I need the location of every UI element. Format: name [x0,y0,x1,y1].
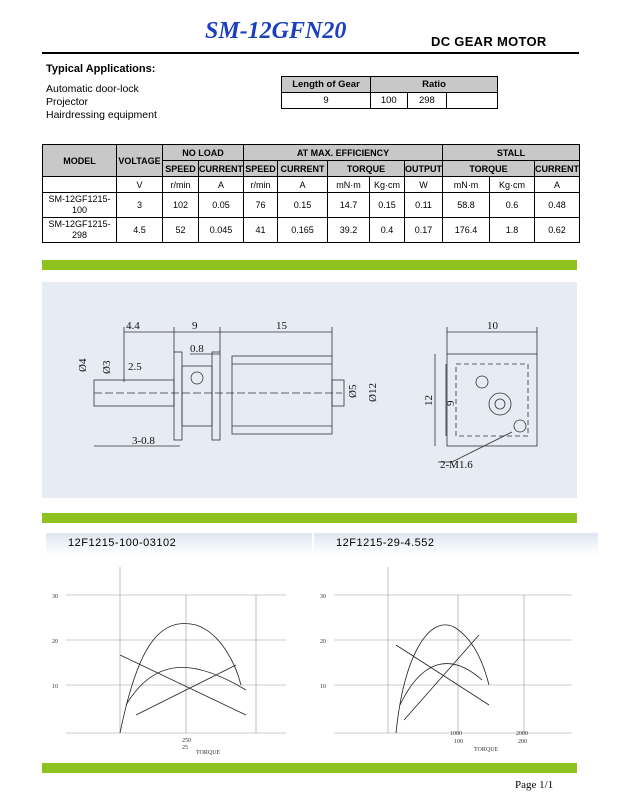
dim-label: 12 [423,395,435,406]
unit-cell: mN·m [328,177,370,193]
table-cell: 0.05 [199,193,244,218]
table-cell: 0.62 [535,218,580,243]
y-tick: 10 [320,684,326,690]
unit-cell: Kg·cm [490,177,535,193]
graph-label: 12F1215-29-4.552 [314,533,598,555]
table-cell: 0.15 [278,193,328,218]
x-axis-title: TORQUE [474,747,499,753]
x-tick: 25 [182,745,188,751]
y-tick: 30 [52,594,58,600]
gear-plate [174,352,182,440]
table-cell: 58.8 [443,193,490,218]
gear-circle [191,372,203,384]
unit-cell: r/min [244,177,278,193]
group-stall: STALL [443,145,580,161]
dim-label: 15 [276,320,287,332]
green-divider [42,763,577,773]
x-tick: 2000 [516,731,528,737]
x-tick: 100 [454,739,463,745]
table-cell: 39.2 [328,218,370,243]
gear-table [281,76,498,109]
model-cell: SM-12GF1215-100 [43,193,117,218]
dim-label: 0.8 [190,343,204,355]
table-cell: 0.15 [370,193,405,218]
table-cell: 176.4 [443,218,490,243]
application-item: Hairdressing equipment [46,109,157,121]
end-view-outline [447,354,537,446]
table-cell: 0.4 [370,218,405,243]
group-no-load: NO LOAD [163,145,244,161]
gear-ratio-value: 298 [407,93,447,109]
table-cell: 14.7 [328,193,370,218]
col-nl-current: CURRENT [199,161,244,177]
unit-cell: A [278,177,328,193]
green-divider [42,260,577,270]
y-tick: 20 [52,639,58,645]
group-max-efficiency: AT MAX. EFFICIENCY [244,145,443,161]
x-tick: 250 [182,738,191,744]
motor-drawing-svg [42,282,577,498]
table-cell: 76 [244,193,278,218]
mount-hole [476,376,488,388]
dim-label: 4.4 [126,320,140,332]
dim-label: Ø3 [101,360,113,374]
page-number: Page 1/1 [515,779,554,791]
curve-current [404,635,479,720]
x-tick: 200 [518,739,527,745]
unit-cell: mN·m [443,177,490,193]
col-model: MODEL [43,145,117,177]
dim-label: 2.5 [128,361,142,373]
performance-graph-svg [46,555,290,755]
spec-table [42,144,580,243]
unit-cell: r/min [163,177,199,193]
table-cell: 0.17 [405,218,443,243]
application-item: Automatic door-lock [46,83,139,95]
table-cell: 41 [244,218,278,243]
page-subtitle: DC GEAR MOTOR [431,34,547,49]
table-cell: 3 [117,193,163,218]
curve-speed [396,645,489,705]
mount-hole [514,420,526,432]
motor-body [232,356,332,434]
unit-cell: Kg·cm [370,177,405,193]
dim-label: 3-0.8 [132,435,155,447]
gear-plate [212,352,220,440]
x-tick: 1000 [450,731,462,737]
applications-list [46,83,157,122]
applications-heading: Typical Applications: [46,63,156,75]
unit-cell: W [405,177,443,193]
y-tick: 30 [320,594,326,600]
dim-label: Ø5 [347,384,359,398]
gearbox [182,366,212,426]
end-view-shaft [489,393,511,415]
curve-output [400,664,482,705]
dim-label: 9 [445,400,457,406]
col-me-current: CURRENT [278,161,328,177]
unit-empty [43,177,117,193]
col-me-output: OUTPUT [405,161,443,177]
col-me-torque: TORQUE [328,161,405,177]
col-me-speed: SPEED [244,161,278,177]
green-divider [42,513,577,523]
col-st-current: CURRENT [535,161,580,177]
unit-cell: A [199,177,244,193]
table-cell: 0.165 [278,218,328,243]
dim-label: 10 [487,320,498,332]
dim-label: 9 [192,320,198,332]
y-tick: 20 [320,639,326,645]
x-axis-title: TORQUE [196,750,221,755]
table-cell: 0.48 [535,193,580,218]
gear-ratio-value: 100 [371,93,408,109]
gear-length-value: 9 [282,93,371,109]
curve-efficiency [396,625,489,733]
table-cell: 1.8 [490,218,535,243]
dim-label: Ø4 [77,358,89,372]
performance-graph-svg [314,555,576,755]
gear-ratio-value [447,93,498,109]
col-st-torque: TORQUE [443,161,535,177]
model-cell: SM-12GF1215-298 [43,218,117,243]
unit-cell: A [535,177,580,193]
header-rule [42,52,579,54]
gear-ratio-header: Ratio [371,77,498,93]
col-voltage: VOLTAGE [117,145,163,177]
gear-length-header: Length of Gear [282,77,371,93]
dimension-drawing [42,282,577,498]
y-tick: 10 [52,684,58,690]
table-cell: 0.045 [199,218,244,243]
table-cell: 52 [163,218,199,243]
table-cell: 0.11 [405,193,443,218]
table-cell: 0.6 [490,193,535,218]
table-cell: 4.5 [117,218,163,243]
dim-label: Ø12 [367,383,379,402]
application-item: Projector [46,96,89,108]
graph-label: 12F1215-100-03102 [46,533,312,555]
unit-cell: V [117,177,163,193]
performance-graph [314,555,576,755]
table-cell: 102 [163,193,199,218]
performance-graph [46,555,290,755]
page-title: SM-12GFN20 [205,18,347,44]
col-nl-speed: SPEED [163,161,199,177]
dim-label: 2-M1.6 [440,459,473,471]
